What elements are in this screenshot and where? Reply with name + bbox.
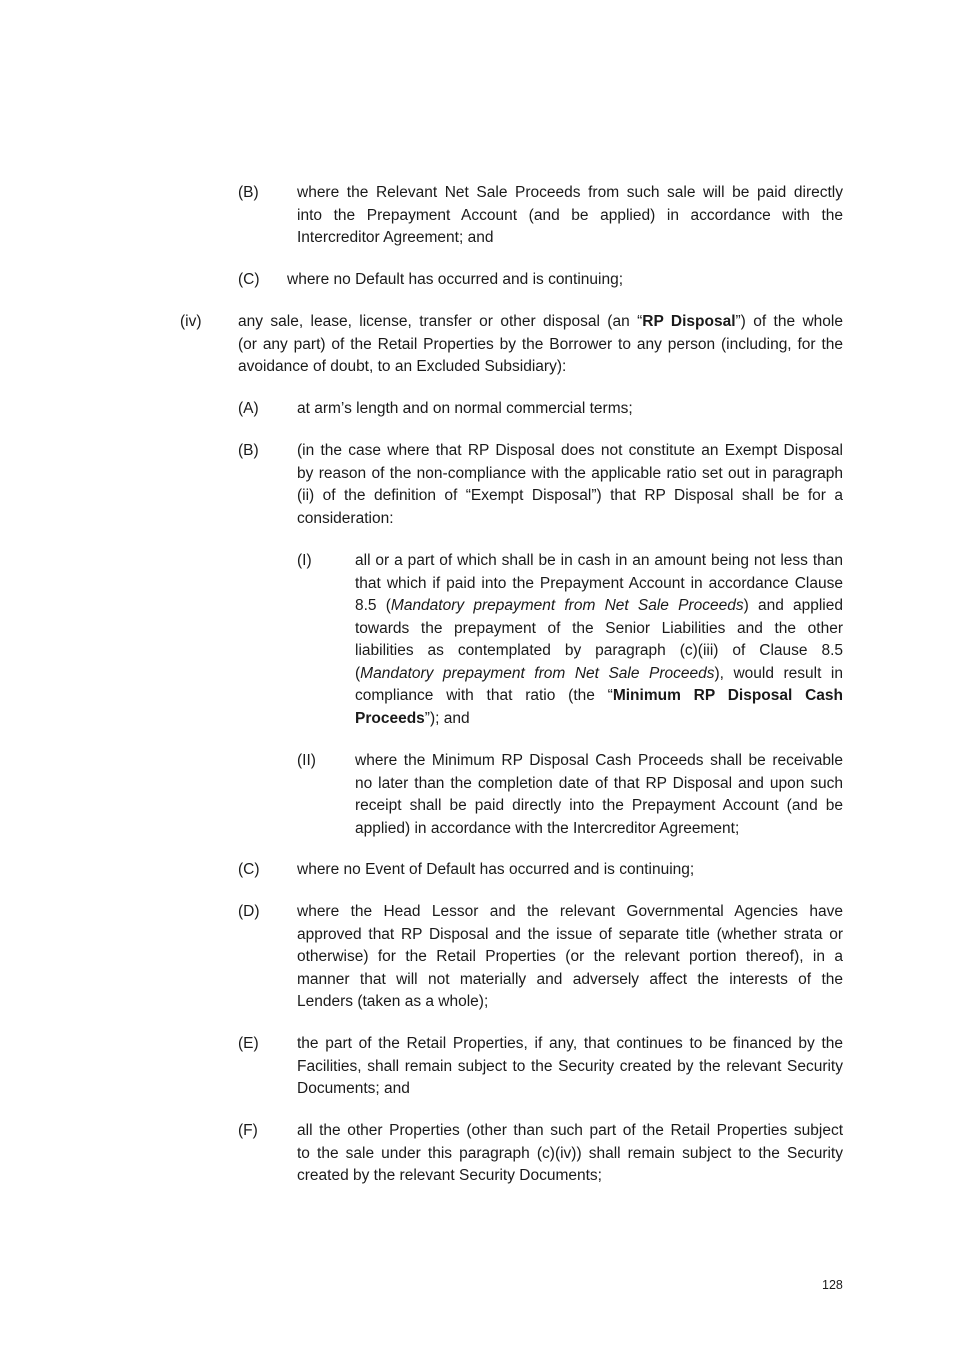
text-line: manner that will not materially and adversely affect the interests of the [297,970,843,988]
item-label: (C) [238,861,260,878]
item-label: (B) [238,184,259,201]
text-line: avoidance of doubt, to an Excluded Subsidiary): [238,358,567,375]
text-line: created by the relevant Security Documents; [297,1167,602,1184]
text-line: consideration: [297,509,394,527]
text-line: to the sale under this paragraph (c)(iv)) shall remain subject to the Security [297,1144,843,1162]
item-label: (iv) [180,313,202,330]
text-line: the part of the Retail Properties, if any, that continues to be financed by the [297,1035,843,1052]
text-line: where the Head Lessor and the relevant Governmental Agencies have [297,903,843,920]
paragraph [297,1033,843,1101]
text-line: all or a part of which shall be in cash in an amount being not less than [355,552,843,569]
paragraph [355,550,843,730]
text-line: all the other Properties (other than such part of the Retail Properties subject [297,1122,843,1139]
text-line: any sale, lease, license, transfer or other disposal (an “RP Disposal”) of the whole [238,313,843,330]
text-line: Documents; and [297,1080,410,1097]
text-line: where the Relevant Net Sale Proceeds from such sale will be paid directly [297,184,843,201]
text-line: where no Event of Default has occurred and is continuing; [297,861,695,878]
item-label: (A) [238,400,259,417]
text-line: (Mandatory prepayment from Net Sale Proceeds), would result in [355,664,843,682]
text-line: (or any part) of the Retail Properties by the Borrower to any person (including, for the [238,335,843,353]
text-line: approved that RP Disposal and the issue of separate title (whether strata or [297,925,843,943]
text-line: by reason of the non-compliance with the applicable ratio set out in paragraph [297,464,843,482]
paragraph [355,750,843,840]
paragraph [297,182,843,250]
text-line: into the Prepayment Account (and be applied) in accordance with the [297,206,843,224]
text-line: Intercreditor Agreement; and [297,229,494,246]
item-label: (I) [297,552,312,569]
text-line: applied) in accordance with the Intercreditor Agreement; [355,819,740,837]
paragraph [297,859,843,882]
text-line: that which if paid into the Prepayment Account in accordance Clause [355,574,843,592]
text-line: where no Default has occurred and is continuing; [287,271,624,288]
text-line: at arm’s length and on normal commercial terms; [297,400,633,417]
paragraph [297,1120,843,1188]
text-line: no later than the completion date of that RP Disposal and upon such [355,774,843,792]
paragraph [287,269,843,292]
item-label: (B) [238,442,259,459]
item-label: (II) [297,752,316,769]
item-label: (F) [238,1122,258,1139]
text-line: Lenders (taken as a whole); [297,993,489,1010]
text-line: Facilities, shall remain subject to the Security created by the relevant Security [297,1057,843,1075]
text-line: (in the case where that RP Disposal does not constitute an Exempt Disposal [297,442,843,459]
text-line: towards the prepayment of the Senior Liabilities and the other [355,619,843,637]
text-line: receipt shall be paid directly into the Prepayment Account (and be [355,797,843,814]
paragraph [297,440,843,530]
text-line: 8.5 (Mandatory prepayment from Net Sale Proceeds) and applied [355,597,843,614]
page-number: 128 [822,1278,843,1292]
paragraph [297,398,843,421]
item-label: (E) [238,1035,259,1052]
text-line: (ii) of the definition of “Exempt Disposal”) that RP Disposal shall be for a [297,487,843,504]
text-line: where the Minimum RP Disposal Cash Proceeds shall be receivable [355,752,843,769]
item-label: (D) [238,903,260,920]
text-line: Proceeds”); and [355,709,470,727]
item-label: (C) [238,271,260,288]
text-line: liabilities as contemplated by paragraph (c)(iii) of Clause 8.5 [355,642,843,659]
paragraph [297,901,843,1014]
text-line: compliance with that ratio (the “Minimum RP Disposal Cash [355,687,844,704]
paragraph [238,311,843,379]
text-line: otherwise) for the Retail Properties (or the relevant portion thereof), in a [297,948,843,965]
